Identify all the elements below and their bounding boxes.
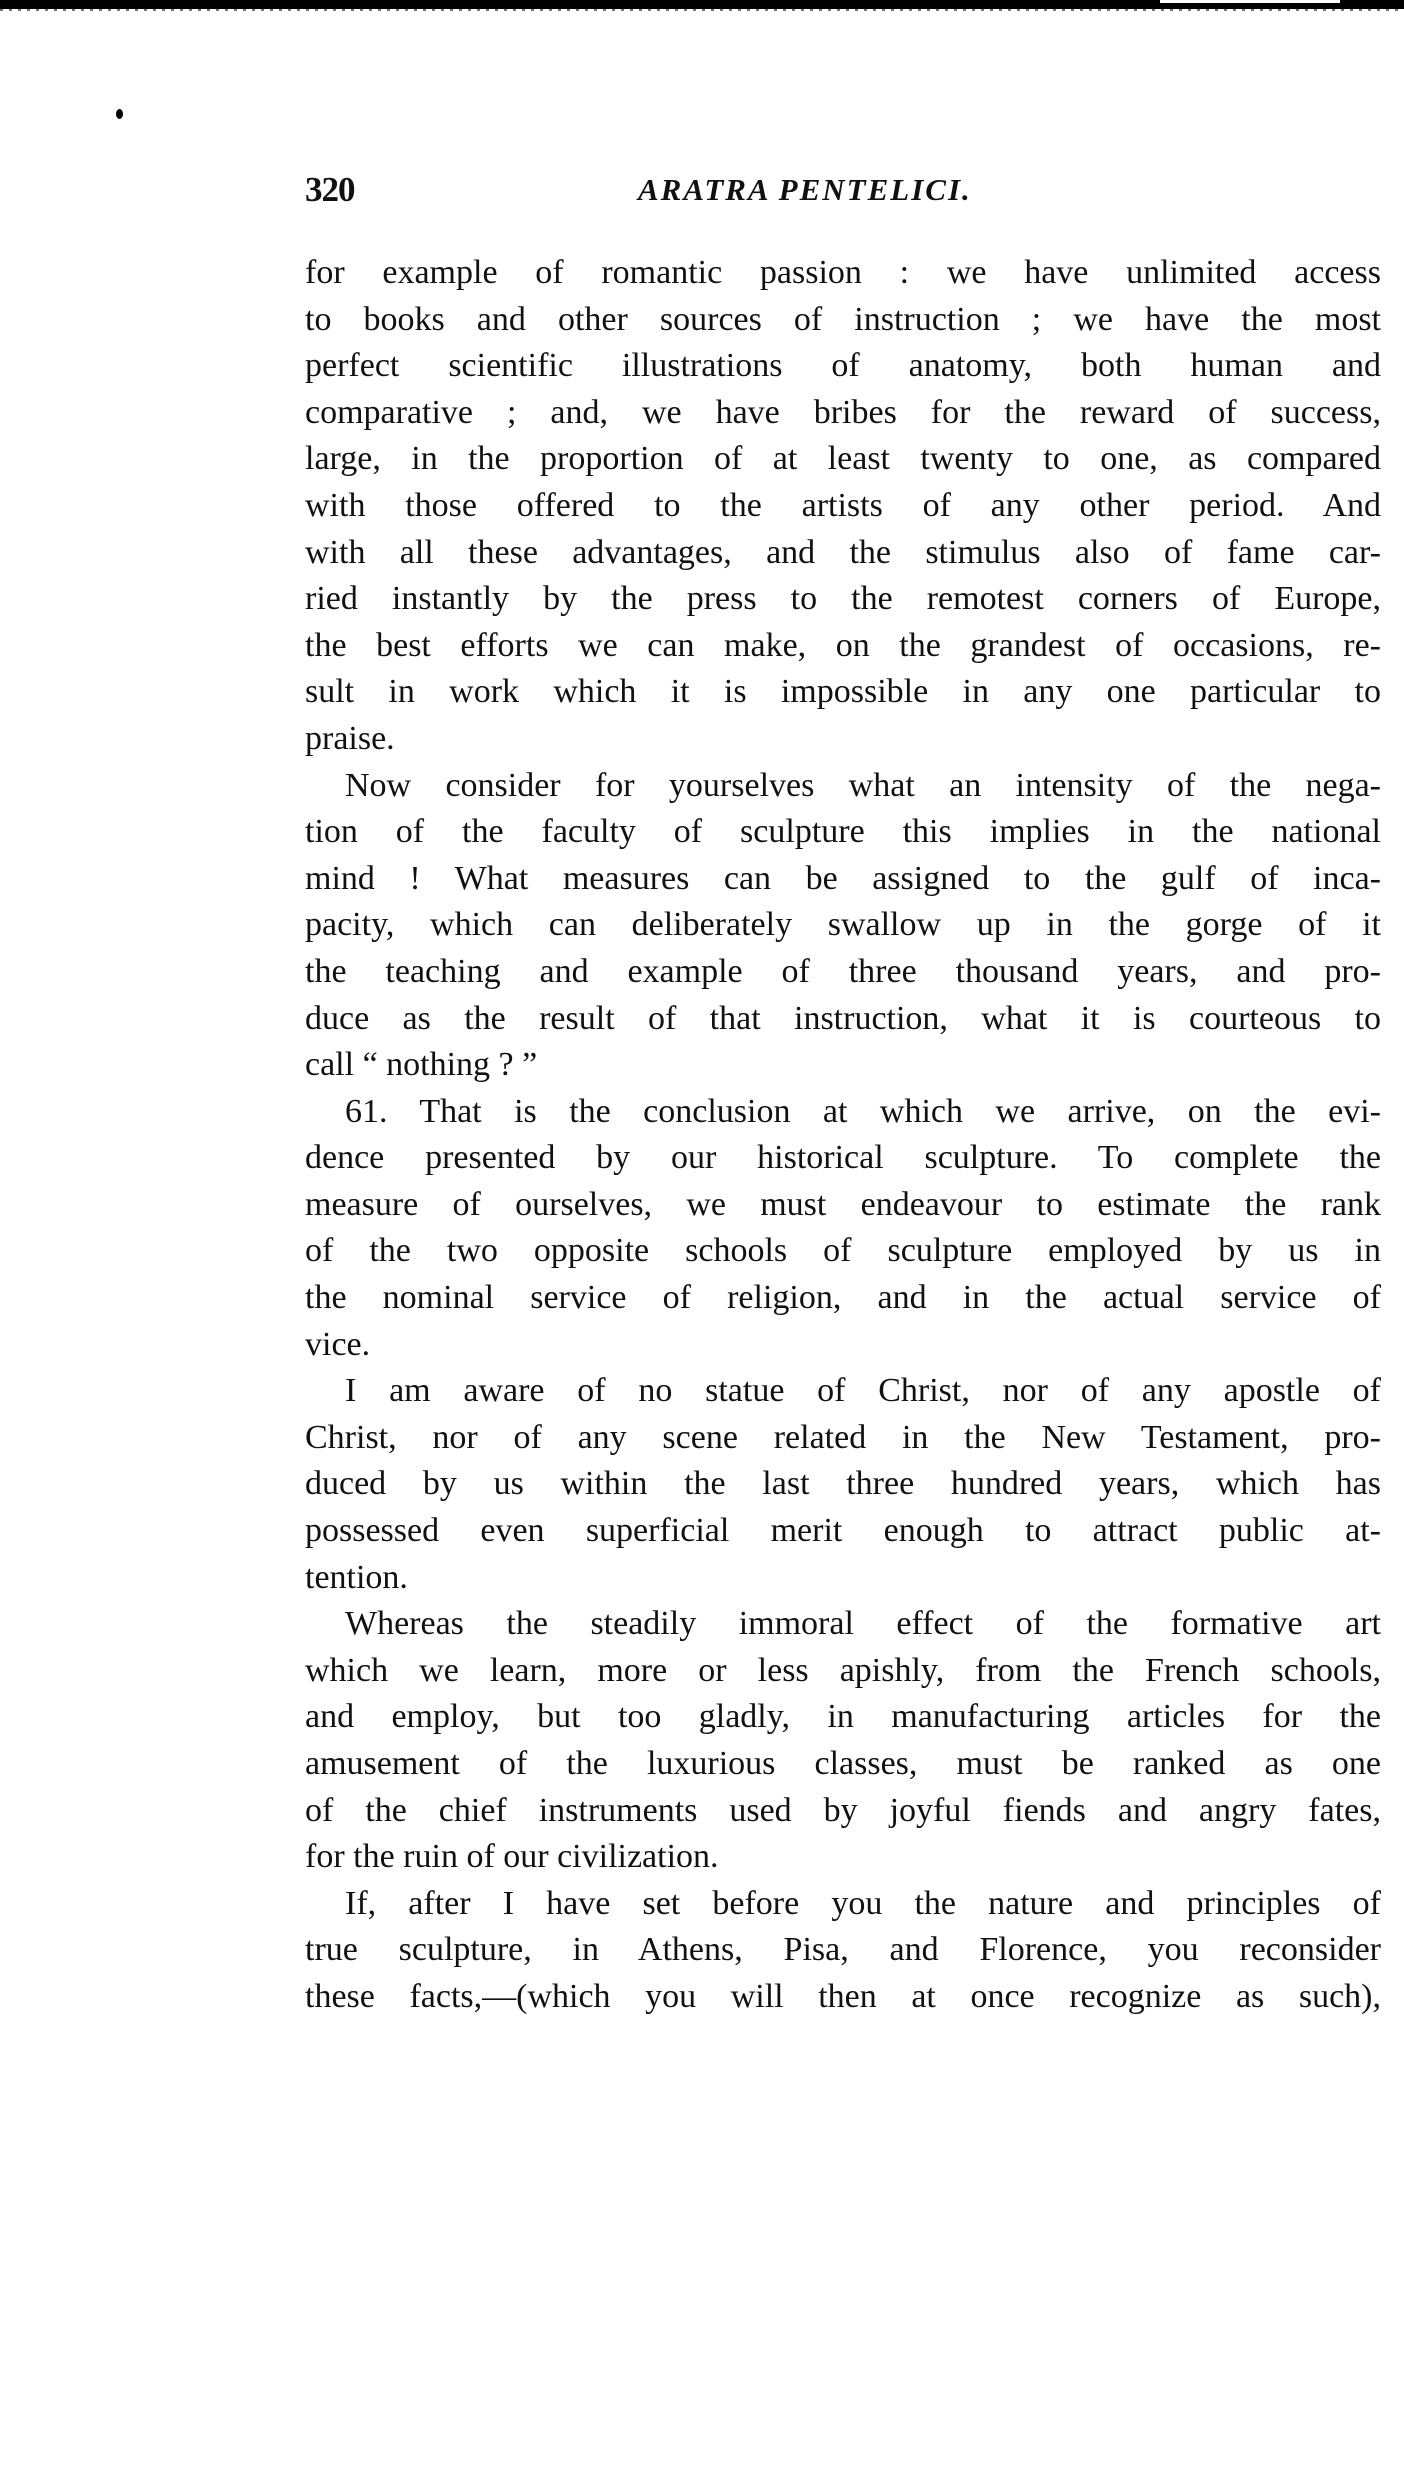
paragraph — [305, 1601, 1381, 1881]
text-line: true sculpture, in Athens, Pisa, and Florence, you reconsider — [305, 1931, 1381, 1969]
text-line: large, in the proportion of at least twenty to one, as compared — [305, 440, 1381, 478]
scan-border-edge — [0, 9, 1404, 11]
text-line: for example of romantic passion : we have unlimited access — [305, 254, 1381, 291]
paragraph — [305, 763, 1381, 1089]
text-line: duced by us within the last three hundred years, which has — [305, 1465, 1381, 1503]
text-line: perfect scientific illustrations of anatomy, both human and — [305, 347, 1381, 385]
text-line: I am aware of no statue of Christ, nor of any apostle of — [345, 1372, 1381, 1410]
paragraph — [305, 1089, 1381, 1369]
text-line: the best efforts we can make, on the grandest of occasions, re- — [305, 626, 1381, 664]
text-line: Now consider for yourselves what an intensity of the nega- — [345, 766, 1381, 804]
text-line: which we learn, more or less apishly, from the French schools, — [305, 1651, 1381, 1689]
text-line: sult in work which it is impossible in any one particular to — [305, 673, 1381, 711]
text-line: 61. That is the conclusion at which we arrive, on the evi- — [345, 1092, 1381, 1130]
text-line: to books and other sources of instruction ; we have the most — [305, 300, 1381, 338]
scan-border-gap — [1160, 0, 1340, 3]
text-line: Christ, nor of any scene related in the New Testament, pro- — [305, 1418, 1381, 1456]
text-line: measure of ourselves, we must endeavour to estimate the rank — [305, 1185, 1381, 1223]
text-line: possessed even superficial merit enough to attract public at- — [305, 1512, 1381, 1550]
text-line: tion of the faculty of sculpture this implies in the national — [305, 813, 1381, 851]
text-line: amusement of the luxurious classes, must be ranked as one — [305, 1745, 1381, 1782]
text-line: of the two opposite schools of sculpture employed by us in — [305, 1232, 1381, 1270]
paragraph — [305, 1368, 1381, 1601]
text-line: duce as the result of that instruction, what it is courteous to — [305, 999, 1381, 1037]
text-line: ried instantly by the press to the remotest corners of Europe, — [305, 580, 1381, 618]
text-line: the nominal service of religion, and in the actual service of — [305, 1279, 1381, 1317]
scan-speck — [116, 109, 123, 119]
text-line: tention. — [305, 1558, 408, 1596]
text-line: If, after I have set before you the nature and principles of — [345, 1884, 1381, 1922]
text-line: for the ruin of our civilization. — [305, 1838, 719, 1876]
text-line: of the chief instruments used by joyful fiends and angry fates, — [305, 1791, 1381, 1829]
text-line: dence presented by our historical sculpture. To complete the — [305, 1139, 1381, 1177]
text-line: these facts,—(which you will then at once recognize as such), — [305, 1977, 1381, 2015]
text-line: call “ nothing ? ” — [305, 1046, 538, 1084]
text-line: comparative ; and, we have bribes for the reward of success, — [305, 393, 1381, 431]
text-line: mind ! What measures can be assigned to the gulf of inca- — [305, 859, 1381, 897]
running-title: ARATRA PENTELICI. — [638, 172, 972, 207]
text-line: vice. — [305, 1325, 371, 1363]
text-line: the teaching and example of three thousand years, and pro- — [305, 952, 1381, 990]
body-text — [305, 250, 1381, 2021]
text-line: with all these advantages, and the stimulus also of fame car- — [305, 533, 1381, 571]
text-line: praise. — [305, 719, 395, 757]
text-line: and employ, but too gladly, in manufacturing articles for the — [305, 1698, 1381, 1736]
text-line: pacity, which can deliberately swallow up in the gorge of it — [305, 906, 1381, 944]
running-head — [305, 172, 1380, 208]
text-line: with those offered to the artists of any other period. And — [305, 486, 1381, 524]
text-line: Whereas the steadily immoral effect of the formative art — [345, 1605, 1381, 1643]
page-number: 320 — [305, 170, 355, 209]
paragraph — [305, 250, 1381, 763]
paragraph — [305, 1881, 1381, 2021]
